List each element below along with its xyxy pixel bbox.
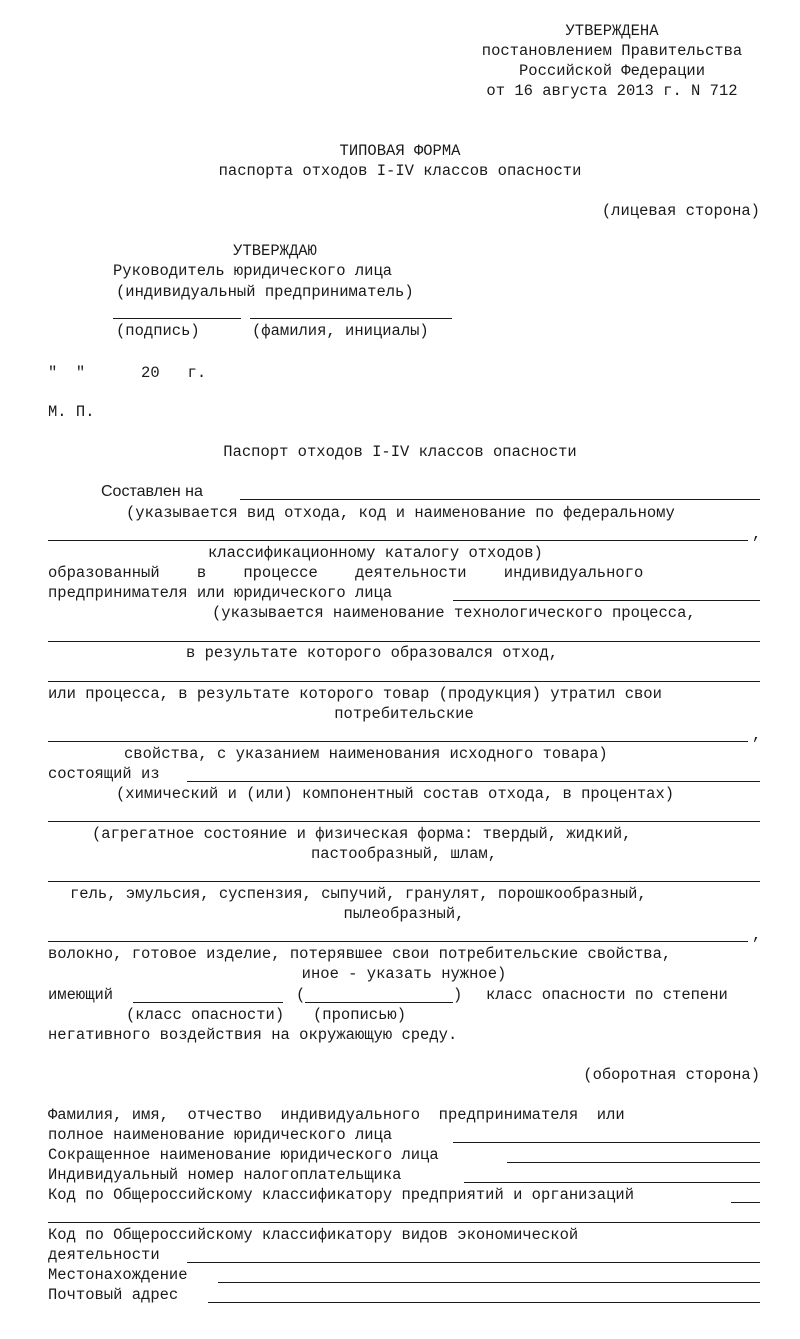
signature-line[interactable] xyxy=(113,318,241,319)
tech-process-field[interactable] xyxy=(48,641,760,642)
short-name-field[interactable] xyxy=(507,1162,760,1163)
inn-field[interactable] xyxy=(464,1182,760,1183)
class-words-field[interactable] xyxy=(305,1002,453,1003)
entrepreneur-text: предпринимателя или юридического лица xyxy=(48,584,393,602)
hint-fiber: волокно, готовое изделие, потерявшее свои потребительские свойства, xyxy=(48,945,672,963)
compiled-label: Составлен на xyxy=(101,483,203,500)
full-name-field[interactable] xyxy=(453,1142,760,1143)
hint-dust: пылеобразный, xyxy=(343,905,465,923)
postal-field[interactable] xyxy=(208,1302,760,1303)
consists-label: состоящий из xyxy=(48,765,160,783)
fio-text: Фамилия, имя, отчество индивидуального предпринимателя или xyxy=(48,1106,625,1124)
forms-field[interactable] xyxy=(48,941,748,942)
approval-line-1: УТВЕРЖДЕНА xyxy=(565,22,659,40)
formed-text: образованный в процессе деятельности индивидуального xyxy=(48,564,644,582)
waste-formed-field[interactable] xyxy=(48,681,760,682)
hint-waste-kind: (указывается вид отхода, код и наименование по федеральному xyxy=(126,504,675,522)
hint-paste: пастообразный, шлам, xyxy=(310,845,498,863)
state-field[interactable] xyxy=(48,881,760,882)
okpo-field-2[interactable] xyxy=(48,1222,760,1223)
comma-2: , xyxy=(752,726,762,744)
hint-properties: свойства, с указанием наименования исходного товара) xyxy=(124,745,608,763)
name-line[interactable] xyxy=(250,318,452,319)
entrepreneur-field[interactable] xyxy=(453,600,760,601)
hint-process: или процесса, в результате которого товар (продукция) утратил свои xyxy=(48,685,662,703)
hint-tech-process: (указывается наименование технологического процесса, xyxy=(212,604,696,622)
signature-label: (подпись) xyxy=(116,322,200,340)
comma-1: , xyxy=(752,525,762,543)
form-subtitle: паспорта отходов I-IV классов опасности xyxy=(218,162,582,180)
class-label: (класс опасности) xyxy=(126,1006,285,1024)
approval-line-2: постановлением Правительства xyxy=(481,42,743,60)
approval-line-4: от 16 августа 2013 г. N 712 xyxy=(486,82,738,100)
form-title: ТИПОВАЯ ФОРМА xyxy=(339,142,461,160)
hint-waste-formed: в результате которого образовался отход, xyxy=(186,644,559,662)
compiled-field[interactable] xyxy=(240,499,760,500)
hint-catalog: классификационному каталогу отходов) xyxy=(208,544,543,562)
activity-label: деятельности xyxy=(48,1246,160,1264)
passport-title: Паспорт отходов I-IV классов опасности xyxy=(223,443,577,461)
date-line: " " 20 г. xyxy=(48,364,207,382)
approve-head-subtitle: (индивидуальный предприниматель) xyxy=(116,283,414,301)
consumer-field[interactable] xyxy=(48,741,748,742)
hint-forms: гель, эмульсия, суспензия, сыпучий, гранулят, порошкообразный, xyxy=(70,885,647,903)
comma-3: , xyxy=(752,926,762,944)
okpo-field[interactable] xyxy=(731,1202,760,1203)
hint-other: иное - указать нужное) xyxy=(301,965,507,983)
activity-field[interactable] xyxy=(187,1262,760,1263)
short-name-label: Сокращенное наименование юридического лица xyxy=(48,1146,439,1164)
hint-state: (агрегатное состояние и физическая форма: твердый, жидкий, xyxy=(92,825,632,843)
hint-consumer: потребительские xyxy=(334,705,474,723)
stamp-label: М. П. xyxy=(48,403,95,421)
full-name-label: полное наименование юридического лица xyxy=(48,1126,393,1144)
composition-field-2[interactable] xyxy=(48,821,760,822)
inn-label: Индивидуальный номер налогоплательщика xyxy=(48,1166,402,1184)
class-field[interactable] xyxy=(133,1002,283,1003)
approve-heading: УТВЕРЖДАЮ xyxy=(233,242,317,260)
paren-close: ) xyxy=(453,986,463,1004)
words-label: (прописью) xyxy=(313,1006,407,1024)
name-label: (фамилия, инициалы) xyxy=(252,322,429,340)
hint-composition: (химический и (или) компонентный состав отхода, в процентах) xyxy=(116,785,675,803)
paren-open: ( xyxy=(296,986,306,1004)
front-side-label: (лицевая сторона) xyxy=(601,202,760,220)
having-label: имеющий xyxy=(48,986,114,1004)
postal-label: Почтовый адрес xyxy=(48,1286,179,1304)
location-field[interactable] xyxy=(218,1282,760,1283)
waste-kind-field[interactable] xyxy=(48,540,748,541)
composition-field[interactable] xyxy=(187,781,760,782)
okved-label: Код по Общероссийскому классификатору видов экономической xyxy=(48,1226,579,1244)
class-text: класс опасности по степени xyxy=(486,986,728,1004)
back-side-label: (оборотная сторона) xyxy=(583,1066,760,1084)
location-label: Местонахождение xyxy=(48,1266,188,1284)
impact-text: негативного воздействия на окружающую среду. xyxy=(48,1026,458,1044)
approve-head-title: Руководитель юридического лица xyxy=(113,262,393,280)
approval-line-3: Российской Федерации xyxy=(518,62,706,80)
okpo-label: Код по Общероссийскому классификатору предприятий и организаций xyxy=(48,1186,634,1204)
